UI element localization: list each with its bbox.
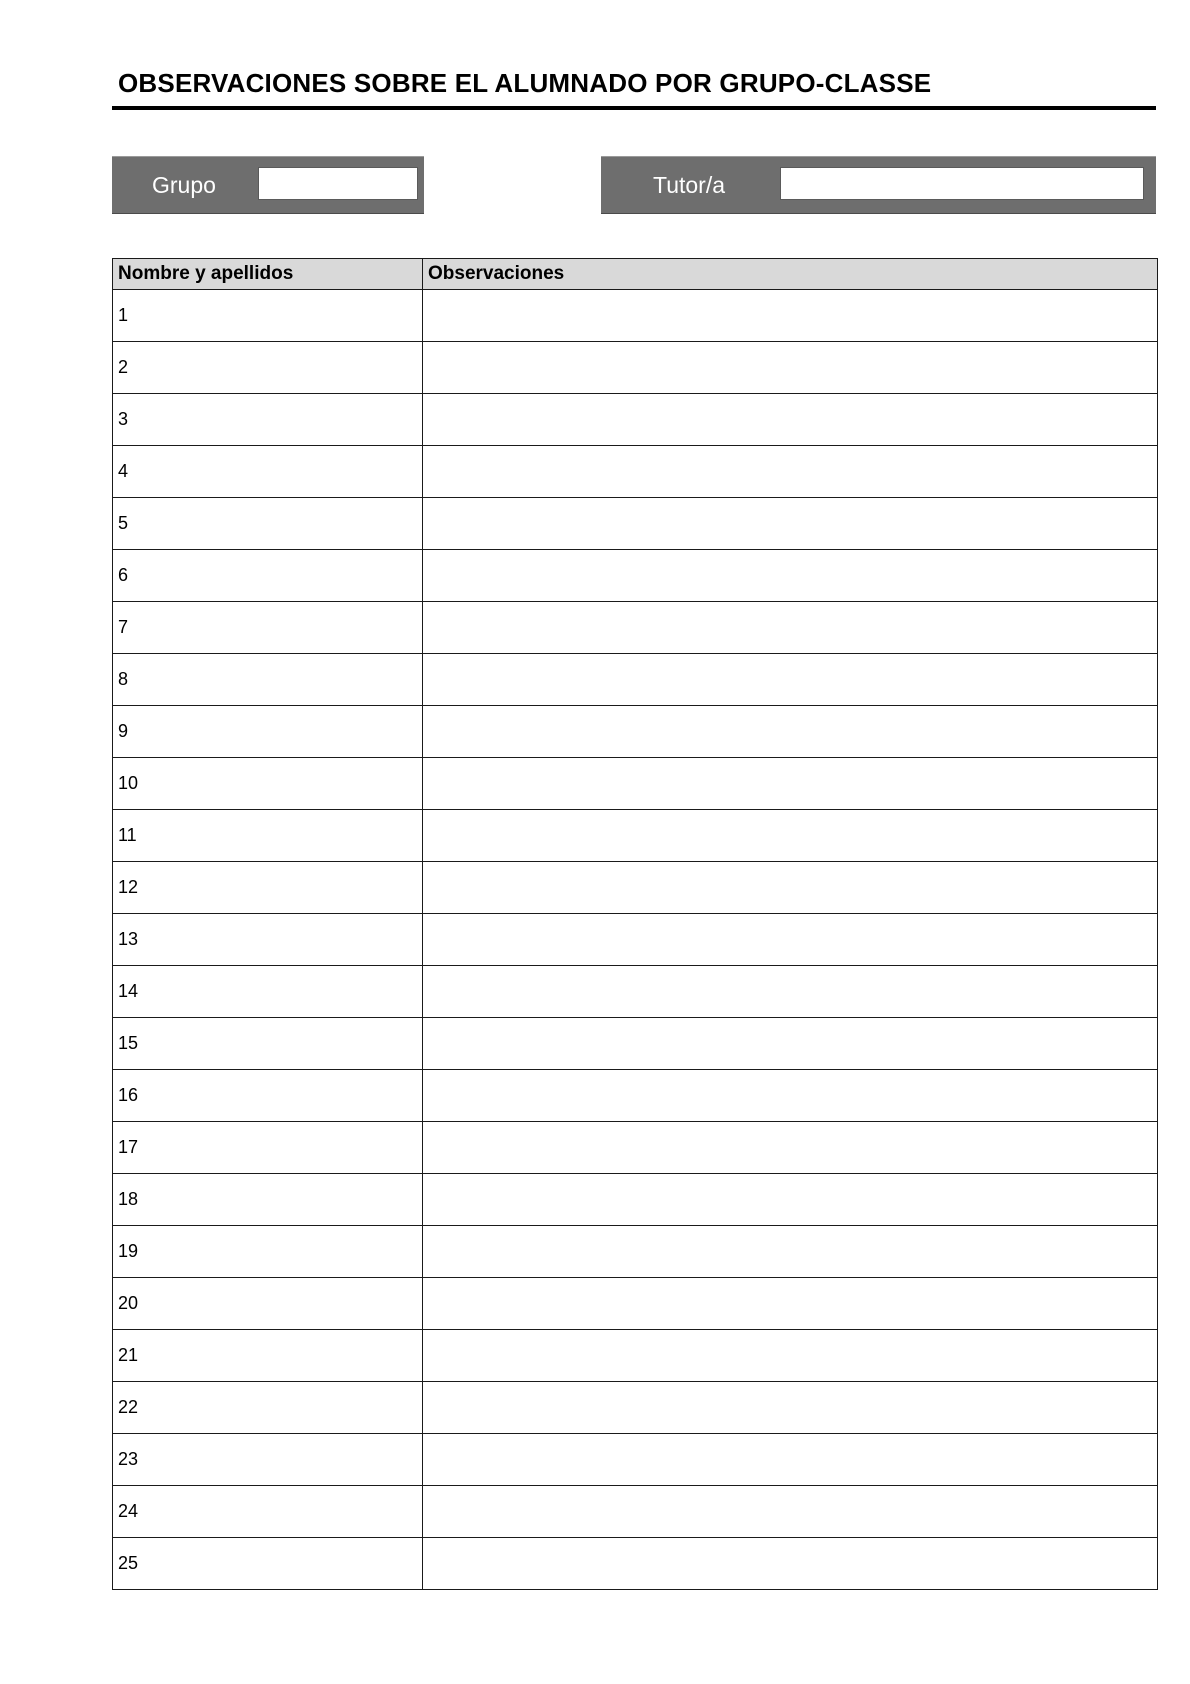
table-row [113, 290, 1158, 342]
tutor-input[interactable] [780, 167, 1144, 200]
table-row [113, 706, 1158, 758]
observations-cell[interactable] [423, 1382, 1158, 1434]
observations-cell[interactable] [423, 498, 1158, 550]
page-title: OBSERVACIONES SOBRE EL ALUMNADO POR GRUPO-CLASSE [118, 68, 932, 98]
observations-table [112, 258, 1158, 1590]
table-row [113, 1018, 1158, 1070]
table-row [113, 1226, 1158, 1278]
table-row [113, 1486, 1158, 1538]
observations-cell[interactable] [423, 1330, 1158, 1382]
student-name-cell[interactable]: 15 [113, 1018, 423, 1070]
student-name-cell[interactable]: 2 [113, 342, 423, 394]
title-underline [112, 106, 1156, 110]
observations-cell[interactable] [423, 1226, 1158, 1278]
observations-cell[interactable] [423, 290, 1158, 342]
observations-cell[interactable] [423, 394, 1158, 446]
table-row [113, 810, 1158, 862]
observations-cell[interactable] [423, 1070, 1158, 1122]
student-name-cell[interactable]: 4 [113, 446, 423, 498]
student-name-cell[interactable]: 25 [113, 1538, 423, 1590]
tutor-field-group [601, 156, 1156, 214]
student-name-cell[interactable]: 7 [113, 602, 423, 654]
student-name-cell[interactable]: 11 [113, 810, 423, 862]
table-row [113, 1434, 1158, 1486]
table-row [113, 758, 1158, 810]
table-row [113, 550, 1158, 602]
student-name-cell[interactable]: 3 [113, 394, 423, 446]
observations-cell[interactable] [423, 862, 1158, 914]
observations-cell[interactable] [423, 1486, 1158, 1538]
observations-cell[interactable] [423, 1434, 1158, 1486]
observations-cell[interactable] [423, 602, 1158, 654]
student-name-cell[interactable]: 22 [113, 1382, 423, 1434]
observations-cell[interactable] [423, 810, 1158, 862]
table-row [113, 1278, 1158, 1330]
observations-cell[interactable] [423, 758, 1158, 810]
student-name-cell[interactable]: 1 [113, 290, 423, 342]
table-row [113, 498, 1158, 550]
table-row [113, 394, 1158, 446]
table-row [113, 446, 1158, 498]
student-name-cell[interactable]: 13 [113, 914, 423, 966]
observations-cell[interactable] [423, 914, 1158, 966]
grupo-label: Grupo [152, 172, 216, 198]
tutor-label: Tutor/a [653, 172, 726, 198]
table-row [113, 862, 1158, 914]
student-name-cell[interactable]: 10 [113, 758, 423, 810]
table-row [113, 1122, 1158, 1174]
student-name-cell[interactable]: 24 [113, 1486, 423, 1538]
observations-cell[interactable] [423, 342, 1158, 394]
table-row [113, 1070, 1158, 1122]
table-row [113, 1538, 1158, 1590]
student-name-cell[interactable]: 18 [113, 1174, 423, 1226]
table-row [113, 602, 1158, 654]
table-row [113, 914, 1158, 966]
student-name-cell[interactable]: 23 [113, 1434, 423, 1486]
grupo-field-group [112, 156, 424, 214]
observations-cell[interactable] [423, 1278, 1158, 1330]
observations-cell[interactable] [423, 1538, 1158, 1590]
table-row [113, 1382, 1158, 1434]
header-name: Nombre y apellidos [113, 259, 423, 290]
observations-cell[interactable] [423, 550, 1158, 602]
student-name-cell[interactable]: 17 [113, 1122, 423, 1174]
observations-cell[interactable] [423, 1174, 1158, 1226]
observations-cell[interactable] [423, 1122, 1158, 1174]
table-row [113, 966, 1158, 1018]
student-name-cell[interactable]: 14 [113, 966, 423, 1018]
observations-cell[interactable] [423, 446, 1158, 498]
table-row [113, 654, 1158, 706]
student-name-cell[interactable]: 16 [113, 1070, 423, 1122]
table-row [113, 342, 1158, 394]
observations-cell[interactable] [423, 706, 1158, 758]
table-row [113, 1330, 1158, 1382]
grupo-input[interactable] [258, 167, 418, 200]
student-name-cell[interactable]: 20 [113, 1278, 423, 1330]
observations-cell[interactable] [423, 966, 1158, 1018]
table-header-row [113, 259, 1158, 290]
student-name-cell[interactable]: 6 [113, 550, 423, 602]
student-name-cell[interactable]: 21 [113, 1330, 423, 1382]
student-name-cell[interactable]: 5 [113, 498, 423, 550]
header-observations: Observaciones [423, 259, 1158, 290]
student-name-cell[interactable]: 9 [113, 706, 423, 758]
observations-cell[interactable] [423, 1018, 1158, 1070]
table-row [113, 1174, 1158, 1226]
observations-cell[interactable] [423, 654, 1158, 706]
table-body [113, 290, 1158, 1590]
student-name-cell[interactable]: 12 [113, 862, 423, 914]
student-name-cell[interactable]: 8 [113, 654, 423, 706]
student-name-cell[interactable]: 19 [113, 1226, 423, 1278]
